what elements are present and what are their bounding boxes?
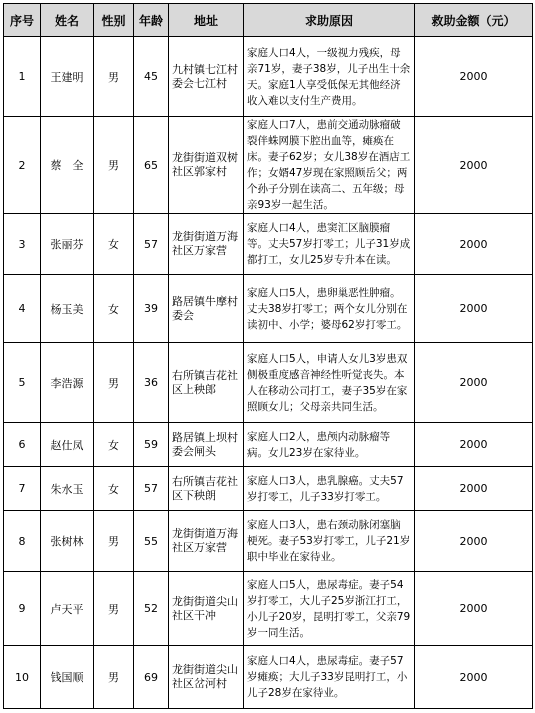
cell-name: 王建明 — [41, 37, 94, 117]
table-row — [4, 37, 533, 117]
table-row — [4, 572, 533, 646]
table-row — [4, 646, 533, 709]
cell-age: 39 — [134, 275, 169, 343]
cell-amount: 2000 — [415, 646, 533, 709]
table-row — [4, 511, 533, 572]
cell-address: 右所镇吉花社区下秧朗 — [169, 467, 244, 511]
cell-amount: 2000 — [415, 343, 533, 423]
header-name: 姓名 — [41, 4, 94, 37]
cell-gender: 女 — [94, 214, 134, 275]
cell-gender: 男 — [94, 117, 134, 214]
cell-name: 赵仕凤 — [41, 423, 94, 467]
cell-no: 1 — [4, 37, 41, 117]
cell-no: 6 — [4, 423, 41, 467]
table-row — [4, 275, 533, 343]
cell-gender: 男 — [94, 343, 134, 423]
cell-gender: 男 — [94, 572, 134, 646]
cell-amount: 2000 — [415, 37, 533, 117]
cell-age: 45 — [134, 37, 169, 117]
cell-name: 张丽芬 — [41, 214, 94, 275]
header-no: 序号 — [4, 4, 41, 37]
cell-address: 九村镇七江村委会七江村 — [169, 37, 244, 117]
header-age: 年龄 — [134, 4, 169, 37]
cell-address: 龙街街道万海社区万家营 — [169, 511, 244, 572]
cell-amount: 2000 — [415, 467, 533, 511]
cell-gender: 女 — [94, 467, 134, 511]
cell-name: 杨玉美 — [41, 275, 94, 343]
cell-age: 65 — [134, 117, 169, 214]
cell-name: 蔡 全 — [41, 117, 94, 214]
cell-no: 9 — [4, 572, 41, 646]
cell-gender: 男 — [94, 37, 134, 117]
header-gender: 性别 — [94, 4, 134, 37]
cell-name: 朱水玉 — [41, 467, 94, 511]
table-row — [4, 467, 533, 511]
cell-age: 52 — [134, 572, 169, 646]
cell-amount: 2000 — [415, 572, 533, 646]
header-address: 地址 — [169, 4, 244, 37]
header-reason: 求助原因 — [244, 4, 415, 37]
cell-address: 龙街街道尖山社区岔河村 — [169, 646, 244, 709]
relief-table — [3, 3, 533, 709]
cell-gender: 女 — [94, 275, 134, 343]
cell-name: 钱国顺 — [41, 646, 94, 709]
cell-name: 李浩源 — [41, 343, 94, 423]
cell-age: 59 — [134, 423, 169, 467]
cell-reason: 家庭人口5人，申请人女儿3岁患双侧极重度感音神经性听觉丧失。本人在移动公司打工，妻子35岁在家照顾女儿；父母亲共同生活。 — [244, 343, 415, 423]
cell-amount: 2000 — [415, 275, 533, 343]
cell-amount: 2000 — [415, 117, 533, 214]
table-row — [4, 343, 533, 423]
cell-reason: 家庭人口4人，患窦汇区脑膜瘤等。丈夫57岁打零工；儿子31岁成都打工，女儿25岁专升本在读。 — [244, 214, 415, 275]
table-row — [4, 214, 533, 275]
cell-address: 龙街街道双树社区郭家村 — [169, 117, 244, 214]
cell-reason: 家庭人口3人，患乳腺癌。丈夫57岁打零工，儿子33岁打零工。 — [244, 467, 415, 511]
cell-age: 55 — [134, 511, 169, 572]
table-row — [4, 117, 533, 214]
cell-gender: 男 — [94, 511, 134, 572]
table-header-row — [4, 4, 533, 37]
cell-amount: 2000 — [415, 511, 533, 572]
cell-reason: 家庭人口3人，患右颈动脉闭塞脑梗死。妻子53岁打零工，儿子21岁职中毕业在家待业。 — [244, 511, 415, 572]
cell-address: 龙街街道尖山社区干冲 — [169, 572, 244, 646]
cell-amount: 2000 — [415, 214, 533, 275]
cell-no: 3 — [4, 214, 41, 275]
cell-amount: 2000 — [415, 423, 533, 467]
cell-age: 57 — [134, 214, 169, 275]
header-amount: 救助金额（元） — [415, 4, 533, 37]
cell-gender: 女 — [94, 423, 134, 467]
cell-reason: 家庭人口5人，患卵巢恶性肿瘤。丈夫38岁打零工；两个女儿分别在读初中、小学；婆母62岁打零工。 — [244, 275, 415, 343]
cell-address: 右所镇吉花社区上秧郎 — [169, 343, 244, 423]
cell-no: 8 — [4, 511, 41, 572]
cell-no: 4 — [4, 275, 41, 343]
cell-age: 36 — [134, 343, 169, 423]
cell-gender: 男 — [94, 646, 134, 709]
table-row — [4, 423, 533, 467]
cell-name: 卢天平 — [41, 572, 94, 646]
cell-reason: 家庭人口4人，患尿毒症。妻子57岁瘫痪；大儿子33岁昆明打工，小儿子28岁在家待业。 — [244, 646, 415, 709]
cell-no: 10 — [4, 646, 41, 709]
cell-reason: 家庭人口5人，患尿毒症。妻子54岁打零工，大儿子25岁浙江打工，小儿子20岁，昆明打零工，父亲79岁一同生活。 — [244, 572, 415, 646]
cell-address: 龙街街道万海社区万家营 — [169, 214, 244, 275]
cell-no: 7 — [4, 467, 41, 511]
cell-age: 69 — [134, 646, 169, 709]
cell-no: 5 — [4, 343, 41, 423]
cell-address: 路居镇上坝村委会闸头 — [169, 423, 244, 467]
cell-no: 2 — [4, 117, 41, 214]
cell-age: 57 — [134, 467, 169, 511]
cell-reason: 家庭人口7人，患前交通动脉瘤破裂伴蛛网膜下腔出血等，瘫痪在床。妻子62岁；女儿38岁在酒店工作；女婿47岁现在家照顾岳父；两个孙子分别在读高二、五年级；母亲93岁一起生活。 — [244, 117, 415, 214]
cell-reason: 家庭人口4人，一级视力残疾，母亲71岁，妻子38岁，儿子出生十余天。家庭1人享受低保无其他经济收入难以支付生产费用。 — [244, 37, 415, 117]
cell-name: 张树林 — [41, 511, 94, 572]
cell-reason: 家庭人口2人，患颅内动脉瘤等病。女儿23岁在家待业。 — [244, 423, 415, 467]
relief-table-container — [3, 3, 533, 709]
cell-address: 路居镇牛摩村委会 — [169, 275, 244, 343]
